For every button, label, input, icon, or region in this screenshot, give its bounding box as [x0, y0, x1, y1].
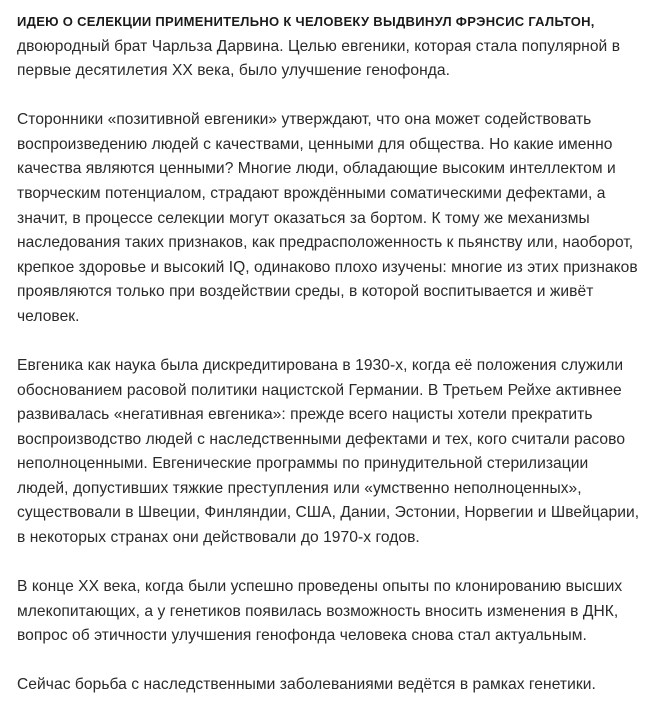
- paragraph-intro: [17, 10, 643, 84]
- paragraph-intro-text: двоюродный брат Чарльза Дарвина. Целью евгеники, которая стала популярной в первые десятилетия XX века, было улучшение генофонда.: [17, 37, 621, 80]
- paragraph-cloning: В конце XX века, когда были успешно проведены опыты по клонированию высших млекопитающих, а у генетиков появилась возможность вносить изменения в ДНК, вопрос об этичности улучшения генофонда человека снова стал актуальным.: [17, 578, 623, 645]
- article-body: [17, 10, 643, 722]
- paragraph-positive-eugenics: Сторонники «позитивной евгеники» утверждают, что она может содействовать воспроизведению людей с качествами, ценными для общества. Но какие именно качества являются ценными? Многие люди, обладающие высоким интеллектом и творческим потенциалом, страдают врождёнными соматическими дефектами, а значит, в процессе селекции могут оказаться за бортом. К тому же механизмы наследования таких признаков, как предрасположенность к пьянству или, наоборот, крепкое здоровье и высокий IQ, одинаково плохо изучены: многие из этих признаков проявляются только при воздействии среды, в которой воспитывается и живёт человек.: [17, 111, 638, 325]
- paragraph-discredited: Евгеника как наука была дискредитирована в 1930-х, когда её положения служили обоснованием расовой политики нацистской Германии. В Третьем Рейхе активнее развивалась «негативная евгеника»: прежде всего нацисты хотели прекратить воспроизводство людей с наследственными дефектами и тех, кого считали расово неполноценными. Евгенические программы по принудительной стерилизации людей, допустивших тяжкие преступления или «умственно неполноценных», существовали в Швеции, Финляндии, США, Дании, Эстонии, Норвегии и Швейцарии, в некоторых странах они действовали до 1970-х годов.: [17, 356, 640, 547]
- paragraph-genetics: Сейчас борьба с наследственными заболеваниями ведётся в рамках генетики.: [17, 676, 596, 694]
- lead-in-caps: ИДЕЮ О СЕЛЕКЦИИ ПРИМЕНИТЕЛЬНО К ЧЕЛОВЕКУ ВЫДВИНУЛ ФРЭНСИС ГАЛЬТОН,: [17, 14, 595, 29]
